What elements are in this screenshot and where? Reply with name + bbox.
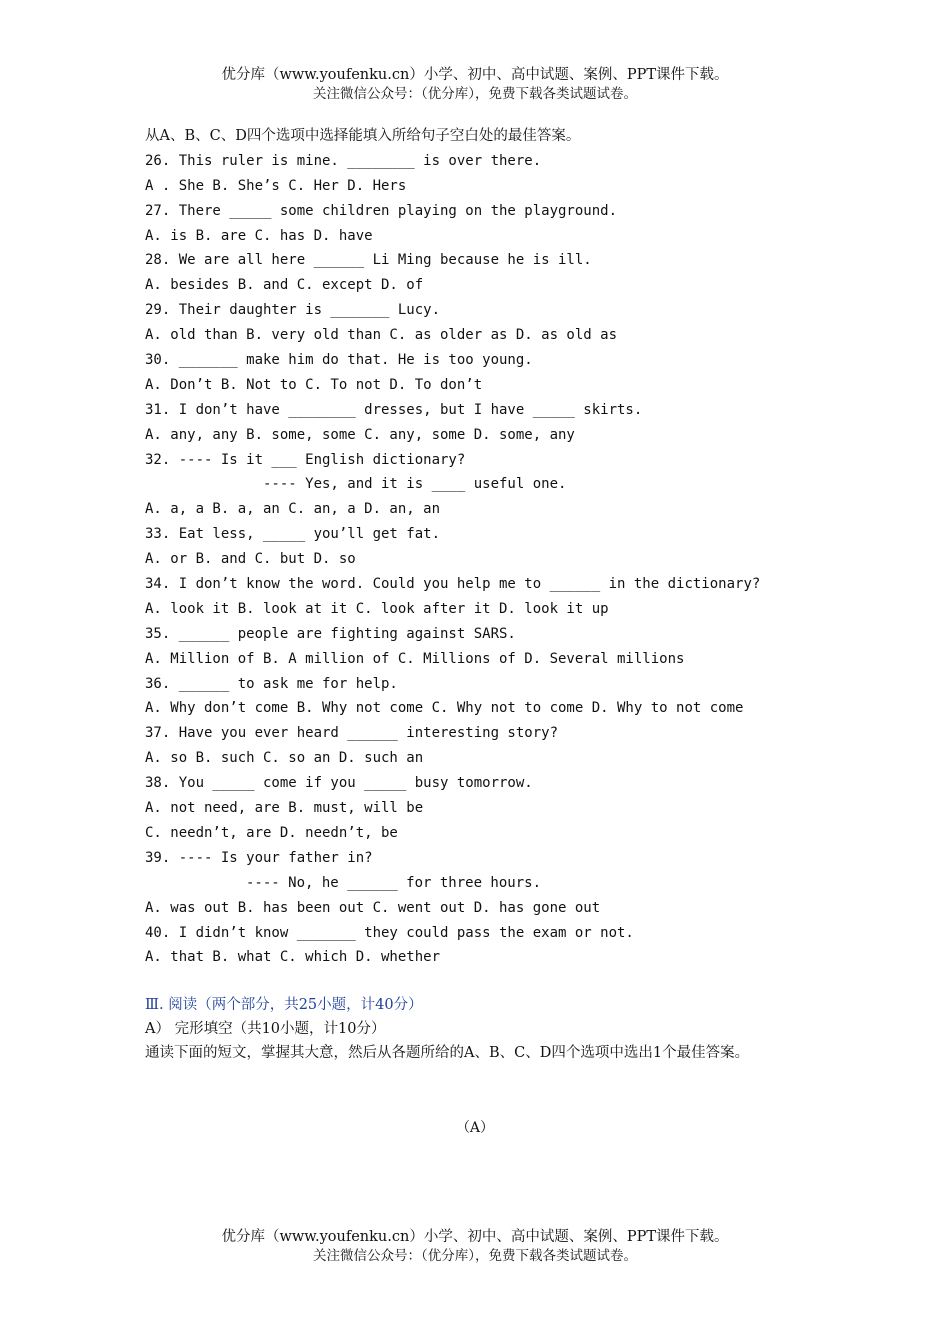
question-29: 29. Their daughter is _______ Lucy.: [145, 302, 441, 319]
passage-label: （A）: [455, 1120, 495, 1136]
reply-32: ---- Yes, and it is ____ useful one.: [263, 476, 567, 493]
question-35: 35. ______ people are fighting against SARS.: [145, 625, 516, 642]
options-32: A. a, a B. a, an C. an, a D. an, an: [145, 501, 441, 518]
section-instruction: 通读下面的短文，掌握其大意，然后从各题所给的A、B、C、D四个选项中选出1个最佳答案。: [145, 1045, 750, 1061]
options-36: A. Why don’t come B. Why not come C. Why not to come D. Why to not come: [145, 700, 744, 717]
options-26: A . She B. She’s C. Her D. Hers: [145, 177, 407, 194]
instruction: 从A、B、C、D四个选项中选择能填入所给句子空白处的最佳答案。: [145, 128, 581, 144]
question-26: 26. This ruler is mine. ________ is over there.: [145, 152, 542, 169]
options-37: A. so B. such C. so an D. such an: [145, 750, 424, 767]
question-38: 38. You _____ come if you _____ busy tomorrow.: [145, 775, 533, 792]
question-34: 34. I don’t know the word. Could you help me to ______ in the dictionary?: [145, 576, 761, 593]
options-34: A. look it B. look at it C. look after it D. look it up: [145, 600, 609, 617]
question-33: 33. Eat less, _____ you’ll get fat.: [145, 526, 441, 543]
options-38-cd: C. needn’t, are D. needn’t, be: [145, 824, 398, 841]
question-31: 31. I don’t have ________ dresses, but I have _____ skirts.: [145, 401, 643, 418]
options-33: A. or B. and C. but D. so: [145, 551, 356, 568]
options-29: A. old than B. very old than C. as older as D. as old as: [145, 327, 618, 344]
page-header: [0, 66, 950, 104]
question-27: 27. There _____ some children playing on the playground.: [145, 202, 618, 219]
header-line-1: 优分库（www.youfenku.cn）小学、初中、高中试题、案例、PPT课件下载。: [221, 67, 729, 83]
question-40: 40. I didn’t know _______ they could pass the exam or not.: [145, 924, 634, 941]
options-35: A. Million of B. A million of C. Millions of D. Several millions: [145, 650, 685, 667]
section-subtitle: A） 完形填空（共10小题，计10分）: [145, 1021, 386, 1037]
question-32: 32. ---- Is it ___ English dictionary?: [145, 451, 466, 468]
options-39: A. was out B. has been out C. went out D. has gone out: [145, 899, 601, 916]
options-40: A. that B. what C. which D. whether: [145, 949, 441, 966]
question-36: 36. ______ to ask me for help.: [145, 675, 398, 692]
options-28: A. besides B. and C. except D. of: [145, 277, 424, 294]
footer-line-2: 关注微信公众号：（优分库），免费下载各类试题试卷。: [313, 1248, 637, 1264]
reading-section: [145, 993, 815, 1066]
options-27: A. is B. are C. has D. have: [145, 227, 373, 244]
section-title: Ⅲ. 阅读（两个部分，共25小题，计40分）: [145, 997, 423, 1013]
question-28: 28. We are all here ______ Li Ming because he is ill.: [145, 252, 592, 269]
question-list: [145, 124, 825, 970]
question-39: 39. ---- Is your father in?: [145, 849, 373, 866]
options-38-ab: A. not need, are B. must, will be: [145, 800, 424, 817]
reply-39: ---- No, he ______ for three hours.: [246, 874, 542, 891]
page-footer: [0, 1228, 950, 1266]
footer-line-1: 优分库（www.youfenku.cn）小学、初中、高中试题、案例、PPT课件下载。: [221, 1229, 729, 1245]
header-line-2: 关注微信公众号：（优分库），免费下载各类试题试卷。: [313, 86, 637, 102]
question-30: 30. _______ make him do that. He is too young.: [145, 352, 533, 369]
options-31: A. any, any B. some, some C. any, some D. some, any: [145, 426, 575, 443]
options-30: A. Don’t B. Not to C. To not D. To don’t: [145, 376, 483, 393]
question-37: 37. Have you ever heard ______ interesting story?: [145, 725, 559, 742]
